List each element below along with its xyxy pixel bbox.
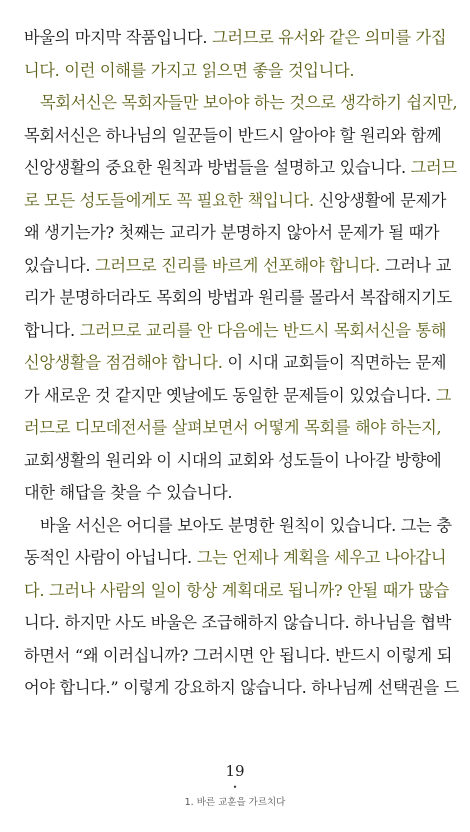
text-line	[24, 380, 452, 413]
page-number-dot: •	[232, 783, 238, 792]
text-segment: 니다. 하지만 사도 바울은 조급해하지 않습니다. 하나님을 협박	[24, 613, 452, 632]
emphasized-text-segment: 다. 그러나 사람의 일이 항상 계획대로 됩니까? 안될 때가 많습	[24, 580, 449, 600]
paragraph	[24, 510, 460, 705]
text-segment: 가 새로운 것 같지만 옛날에도 동일한 문제들이 있었습니다.	[24, 385, 436, 405]
emphasized-text-segment: 로 모든 성도들에게도 꼭 필요한 책입니다.	[24, 190, 319, 210]
text-line	[24, 315, 452, 348]
emphasized-text-segment: 러므로 디모데전서를 살펴보면서 어떻게 목회를 해야 하는지,	[24, 418, 442, 437]
text-line	[24, 185, 452, 218]
text-segment: 바울 서신은 어디를 보아도 분명한 원칙이 있습니다. 그는 충	[40, 515, 452, 535]
emphasized-text-segment: 그러므로 유서와 같은 의미를 가집	[212, 28, 447, 47]
text-line	[24, 347, 452, 380]
text-line	[24, 542, 452, 575]
text-segment: 교회생활의 원리와 이 시대의 교회와 성도들이 나아갈 방향에	[24, 450, 442, 470]
text-line	[24, 510, 452, 543]
text-segment: 동적인 사람이 아닙니다.	[24, 548, 197, 567]
text-line	[24, 575, 452, 608]
text-line	[24, 477, 452, 510]
text-segment: 합니다.	[24, 320, 80, 340]
text-segment: 대한 해답을 찾을 수 있습니다.	[24, 483, 233, 502]
emphasized-text-segment: 그러므로 진리를 바르게 선포해야 합니다.	[95, 255, 385, 275]
text-line	[24, 250, 452, 283]
paragraph	[24, 22, 452, 87]
emphasized-text-segment: 목회서신은 목회자들만 보아야 하는 것으로 생각하기 쉽지만,	[40, 93, 458, 112]
text-segment: 왜 생기는가? 첫째는 교리가 분명하지 않아서 문제가 될 때가	[24, 223, 440, 242]
page-number: 19	[225, 762, 245, 780]
emphasized-text-segment: 그러므로 교리를 안 다음에는 반드시 목회서신을 통해	[79, 320, 447, 340]
text-segment: 신앙생활에 문제가	[318, 190, 447, 210]
text-line	[24, 607, 452, 640]
text-segment: 있습니다.	[24, 255, 96, 275]
emphasized-text-segment: 신앙생활을 점검해야 합니다.	[24, 353, 223, 372]
emphasized-text-segment: 그는 언제나 계획을 세우고 나아갑니	[196, 548, 447, 567]
text-segment: 이 시대 교회들이 직면하는 문제	[222, 353, 447, 372]
running-footer-title: 1. 바른 교훈을 가르치다	[184, 797, 286, 808]
text-segment: 리가 분명하더라도 목회의 방법과 원리를 몰라서 복잡해지기도	[24, 288, 452, 307]
text-segment: 목회서신은 하나님의 일꾼들이 반드시 알아야 할 원리와 함께	[24, 125, 442, 145]
text-line	[24, 22, 452, 55]
text-line	[24, 672, 460, 705]
text-line	[24, 282, 452, 315]
text-line	[24, 412, 452, 445]
emphasized-text-segment: 니다. 이런 이해를 가지고 읽으면 좋을 것입니다.	[24, 60, 355, 80]
text-segment: 하면서 “왜 이러십니까? 그러시면 안 됩니다. 반드시 이렇게 되	[24, 645, 453, 665]
text-segment: 신앙생활의 중요한 원칙과 방법들을 설명하고 있습니다.	[24, 158, 411, 177]
text-line	[24, 217, 452, 250]
text-segment: 그러나 교	[384, 255, 452, 275]
text-line	[24, 120, 452, 153]
text-line	[24, 640, 452, 673]
emphasized-text-segment: 그	[435, 385, 452, 405]
text-line	[24, 152, 457, 185]
body-text	[24, 22, 460, 705]
text-line	[24, 445, 452, 478]
text-line	[24, 87, 458, 120]
paragraph	[24, 87, 458, 510]
text-segment: 어야 합니다.” 이렇게 강요하지 않습니다. 하나님께 선택권을 드	[24, 678, 460, 697]
text-segment: 바울의 마지막 작품입니다.	[24, 28, 213, 47]
emphasized-text-segment: 그러므	[410, 158, 457, 177]
text-line	[24, 55, 452, 88]
